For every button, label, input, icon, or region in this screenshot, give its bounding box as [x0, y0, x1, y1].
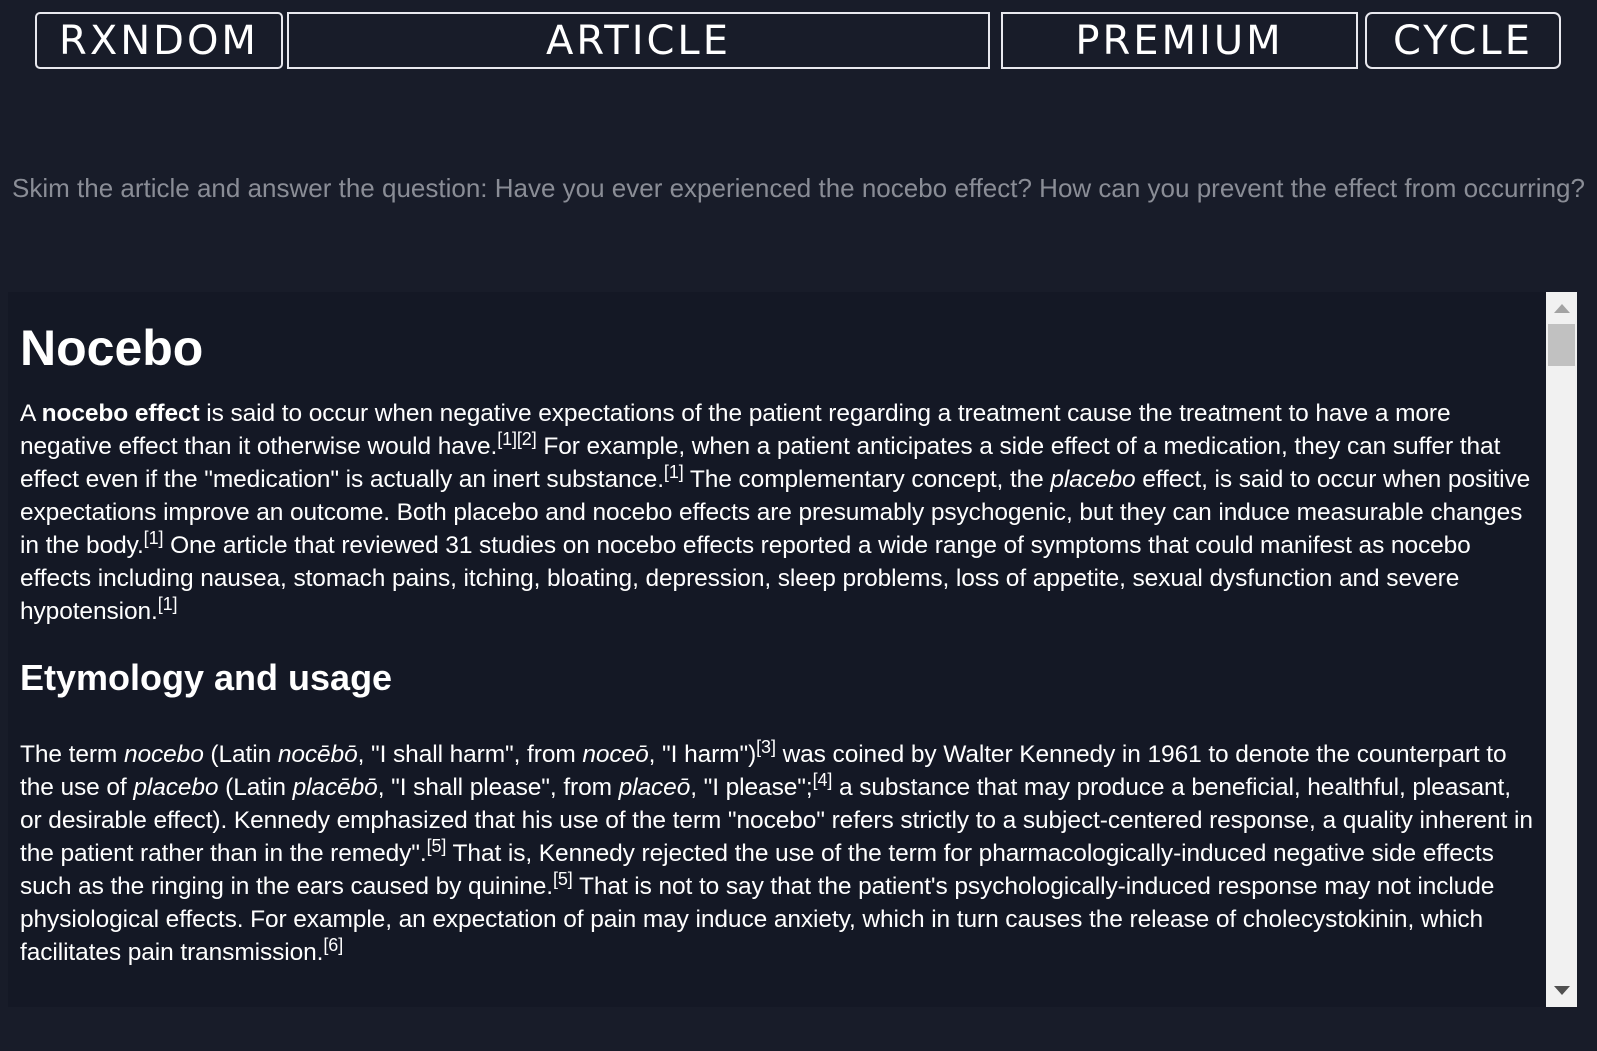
- citation-link[interactable]: [4]: [812, 769, 833, 790]
- citation-link[interactable]: [1]: [143, 527, 164, 548]
- citation-link[interactable]: [1]: [663, 461, 684, 482]
- question-prompt: Skim the article and answer the question: Have you ever experienced the nocebo effect? How can you prevent the effect from occurring?: [12, 173, 1585, 203]
- etymology-paragraph: The term nocebo (Latin nocēbō, "I shall harm", from noceō, "I harm")[3] was coined by Walter Kennedy in 1961 to denote the counterpart to the use of placebo (Latin placēbō, "I shall please", from placeō, "I please";[4] a substance that may produce a beneficial, healthful, pleasant, or desirable effect). Kennedy emphasized that his use of the term "nocebo" refers strictly to a subject-centered response, a quality inherent in the patient rather than in the remedy".[5] That is, Kennedy rejected the use of the term for pharmacologically-induced negative side effects such as the ringing in the ears caused by quinine.[5] That is not to say that the patient's psychologically-induced response may not include physiological effects. For example, an expectation of pain may induce anxiety, which in turn causes the release of cholecystokinin, which facilitates pain transmission.[6]: [20, 736, 1533, 966]
- cycle-button[interactable]: CYCLE: [1365, 12, 1561, 69]
- vertical-scrollbar[interactable]: [1546, 292, 1577, 1007]
- citation-link[interactable]: [1][2]: [497, 428, 537, 449]
- scroll-down-icon[interactable]: [1554, 986, 1570, 995]
- citation-link[interactable]: [1]: [157, 593, 178, 614]
- intro-paragraph: A nocebo effect is said to occur when negative expectations of the patient regarding a treatment cause the treatment to have a more negative effect than it otherwise would have.[1][2] For example, when a patient anticipates a side effect of a medication, they can suffer that effect even if the "medication" is actually an inert substance.[1] The complementary concept, the placebo effect, is said to occur when positive expectations improve an outcome. Both placebo and nocebo effects are presumably psychogenic, but they can induce measurable changes in the body.[1] One article that reviewed 31 studies on nocebo effects reported a wide range of symptoms that could manifest as nocebo effects including nausea, stomach pains, itching, bloating, depression, sleep problems, loss of appetite, sexual dysfunction and severe hypotension.[1]: [20, 400, 1531, 625]
- top-navigation: [35, 12, 1561, 69]
- citation-link[interactable]: [6]: [323, 934, 344, 955]
- article-content[interactable]: [8, 292, 1546, 1007]
- random-button[interactable]: RXNDOM: [35, 12, 283, 69]
- scroll-thumb[interactable]: [1548, 324, 1575, 366]
- article-frame: [8, 292, 1577, 1007]
- section-heading-etymology: Etymology and usage: [20, 657, 393, 698]
- premium-button[interactable]: PREMIUM: [1001, 12, 1358, 69]
- citation-link[interactable]: [5]: [552, 868, 573, 889]
- citation-link[interactable]: [3]: [756, 736, 776, 757]
- citation-link[interactable]: [5]: [426, 835, 447, 856]
- scroll-up-icon[interactable]: [1554, 304, 1570, 313]
- article-title: Nocebo: [20, 320, 204, 376]
- article-button[interactable]: ARTICLE: [287, 12, 990, 69]
